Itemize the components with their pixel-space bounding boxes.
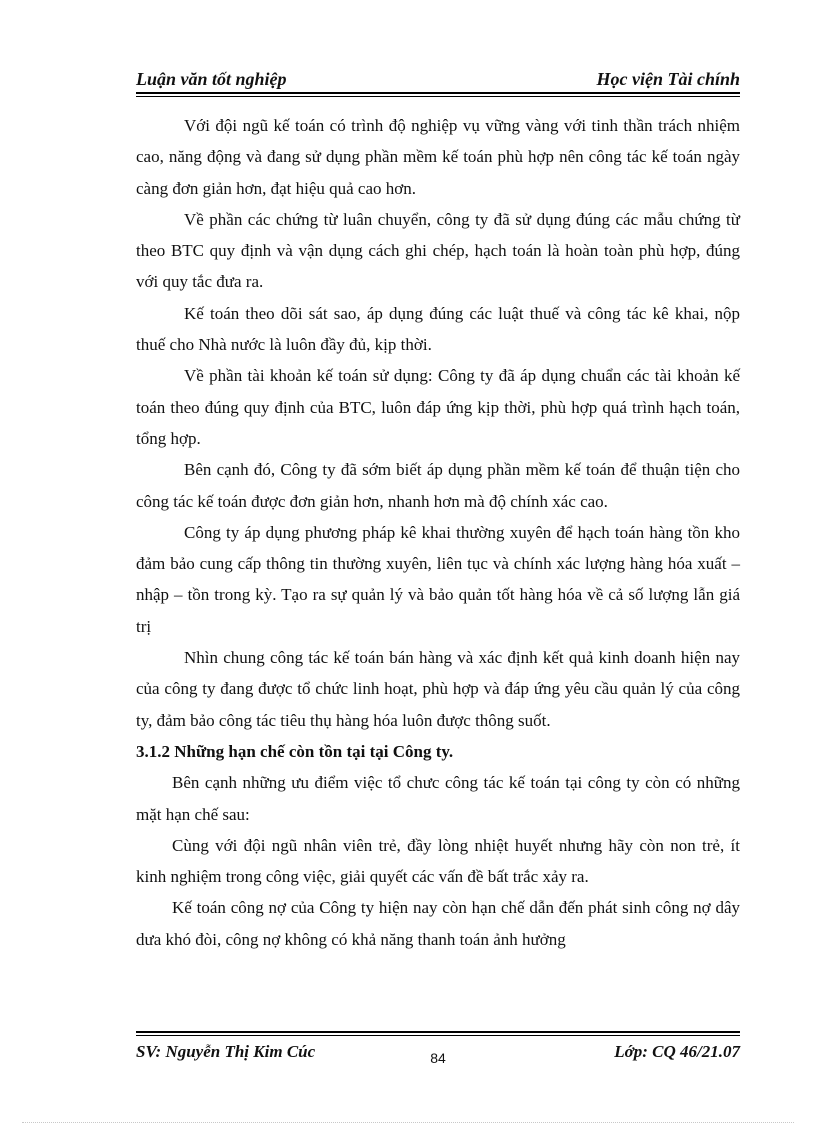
footer-student-name: SV: Nguyễn Thị Kim Cúc	[136, 1042, 316, 1061]
document-body	[136, 110, 740, 955]
page-number: 84	[430, 1050, 446, 1066]
paragraph: Công ty áp dụng phương pháp kê khai thường xuyên để hạch toán hàng tồn kho đảm bảo cung cấp thông tin thường xuyên, liên tục và chính xác lượng hàng hóa xuất – nhập – tồn trong kỳ. Tạo ra sự quản lý và bảo quản tốt hàng hóa về cả số lượng lẫn giá trị	[136, 522, 740, 636]
section-heading: 3.1.2 Những hạn chế còn tồn tại tại Công ty.	[136, 741, 454, 761]
paragraph: Nhìn chung công tác kế toán bán hàng và xác định kết quả kinh doanh hiện nay của công ty đang được tổ chức linh hoạt, phù hợp và đáp ứng yêu cầu quản lý của công ty, đảm bảo công tác tiêu thụ hàng hóa luôn được thông suốt.	[136, 648, 740, 730]
paragraph: Về phần các chứng từ luân chuyển, công ty đã sử dụng đúng các mẫu chứng từ theo BTC quy định và vận dụng cách ghi chép, hạch toán là hoàn toàn phù hợp, đúng với quy tắc đưa ra.	[136, 209, 740, 292]
header-rule-thick	[136, 92, 740, 94]
paragraph: Về phần tài khoản kế toán sử dụng: Công ty đã áp dụng chuẩn các tài khoản kế toán theo đúng quy định của BTC, luôn đáp ứng kịp thời, phù hợp quá trình hạch toán, tổng hợp.	[136, 366, 740, 448]
footer-rule-thin	[136, 1035, 740, 1036]
paragraph: Kế toán công nợ của Công ty hiện nay còn hạn chế dẫn đến phát sinh công nợ dây dưa khó đòi, công nợ không có khả năng thanh toán ảnh hưởng	[136, 898, 740, 949]
header-thesis-title: Luận văn tốt nghiệp	[136, 69, 287, 89]
footer-rule-thick	[136, 1031, 740, 1033]
paragraph: Kế toán theo dõi sát sao, áp dụng đúng các luật thuế và công tác kê khai, nộp thuế cho Nhà nước là luôn đầy đủ, kịp thời.	[136, 303, 740, 355]
header-institution: Học viện Tài chính	[596, 69, 740, 89]
paragraph: Bên cạnh những ưu điểm việc tổ chưc công tác kế toán tại công ty còn có những mặt hạn chế sau:	[136, 773, 740, 824]
paragraph: Bên cạnh đó, Công ty đã sớm biết áp dụng phần mềm kế toán để thuận tiện cho công tác kế toán được đơn giản hơn, nhanh hơn mà độ chính xác cao.	[136, 460, 740, 511]
header-rule-thin	[136, 96, 740, 97]
paragraph: Cùng với đội ngũ nhân viên trẻ, đầy lòng nhiệt huyết nhưng hãy còn non trẻ, ít kinh nghiệm trong công việc, giải quyết các vấn đề bất trắc xảy ra.	[136, 835, 740, 887]
page-footer	[136, 1042, 740, 1066]
paragraph: Với đội ngũ kế toán có trình độ nghiệp vụ vững vàng với tinh thần trách nhiệm cao, năng động và đang sử dụng phần mềm kế toán phù hợp nên công tác kế toán ngày càng đơn giản hơn, đạt hiệu quả cao hơn.	[136, 116, 740, 198]
footer-class-code: Lớp: CQ 46/21.07	[614, 1042, 740, 1061]
page-header	[136, 66, 740, 92]
